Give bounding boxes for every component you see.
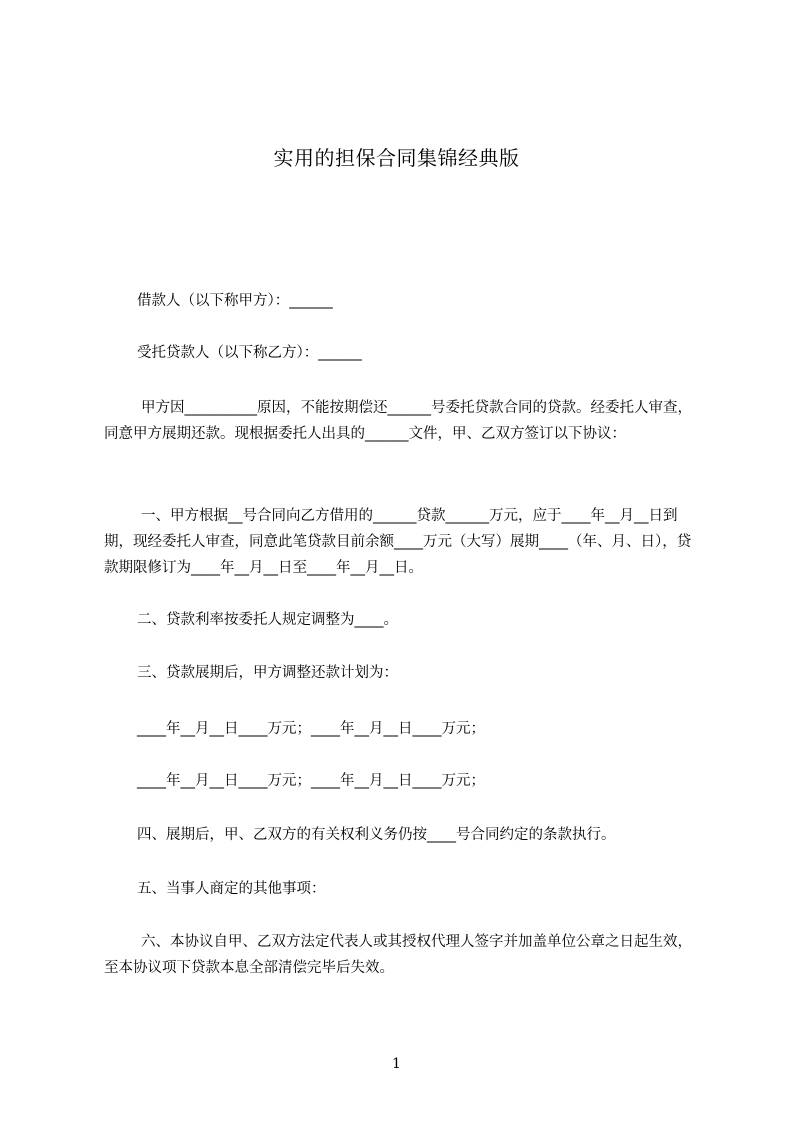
document-title: 实用的担保合同集锦经典版 — [273, 146, 520, 170]
clause-2: 二、贷款利率按委托人规定调整为____。 — [137, 612, 398, 628]
clause-3: 三、贷款展期后，甲方调整还款计划为： — [137, 665, 398, 681]
clause-5: 五、当事人商定的其他事项： — [137, 881, 326, 897]
paragraph-borrower: 借款人（以下称甲方）：______ — [137, 293, 333, 309]
page-number: 1 — [392, 1056, 401, 1072]
repayment-line-2: ____年__月__日____万元；____年__月__日____万元； — [137, 773, 485, 789]
repayment-line-1: ____年__月__日____万元；____年__月__日____万元； — [137, 721, 485, 737]
clause-4: 四、展期后，甲、乙双方的有关权利义务仍按____号合同约定的条款执行。 — [137, 827, 616, 843]
clause-6: 六、本协议自甲、乙双方法定代表人或其授权代理人签字并加盖单位公章之日起生效，至本协议项下贷款本息全部清偿完毕后失效。 — [104, 934, 692, 976]
paragraph-lender: 受托贷款人（以下称乙方）：______ — [137, 345, 362, 361]
clause-1: 一、甲方根据__号合同向乙方借用的______贷款______万元，应于____年__月__日到期，现经委托人审查，同意此笔贷款目前余额____万元（大写）展期____（年、月、日），贷款期限修订为____年__月__日至____年__月__日。 — [104, 508, 692, 576]
paragraph-preamble: 甲方因__________原因，不能按期偿还______号委托贷款合同的贷款。经委托人审查，同意甲方展期还款。现根据委托人出具的______文件，甲、乙双方签订以下协议： — [104, 400, 692, 442]
